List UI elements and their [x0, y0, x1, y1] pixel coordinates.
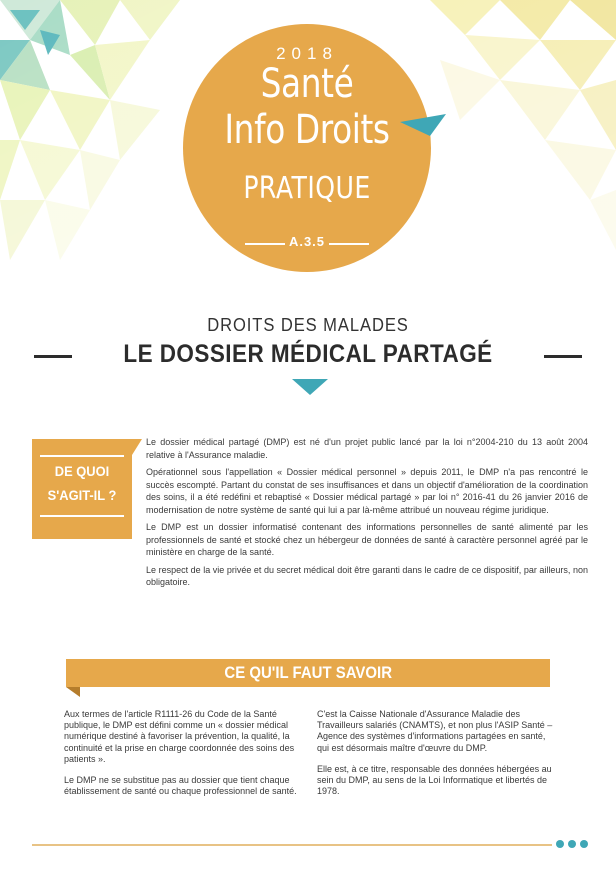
- know-paragraph: C'est la Caisse Nationale d'Assurance Maladie des Travailleurs salariés (CNAMTS), et non plus l'ASIP Santé – Agence des systèmes d'informations partagées en santé, qui est désormais maître d'œuvre du DMP.: [317, 709, 553, 753]
- know-section-heading: [66, 659, 550, 687]
- footer-dot-icon: [568, 840, 576, 848]
- intro-paragraph: Le dossier médical partagé (DMP) est né d'un projet public lancé par la loi n°2004-210 du 13 août 2004 relative à l'Assurance maladie.: [146, 437, 588, 460]
- title-arrow-icon: [292, 379, 328, 395]
- know-paragraph: Elle est, à ce titre, responsable des données hébergées au sein du DMP, au sens de la Loi Informatique et libertés de 1978.: [317, 763, 552, 797]
- label-rule-top: [40, 455, 124, 457]
- heading-flag-icon: [66, 687, 80, 697]
- label-rule-bottom: [40, 515, 124, 517]
- know-heading-text: CE QU'IL FAUT SAVOIR: [224, 663, 392, 682]
- know-paragraph: Aux termes de l'article R1111-26 du Code de la Santé publique, le DMP est défini comme un « dossier médical numérique destiné à favoriser la prévention, la qualité, la continuité et la prise en charge coordonnée des soins des patients ».: [64, 709, 295, 764]
- intro-text: [146, 436, 588, 594]
- label-corner-icon: [124, 439, 142, 455]
- page-subtitle: DROITS DES MALADES: [207, 315, 409, 335]
- badge-title-line-2: Info Droits: [224, 107, 390, 153]
- badge-title-line-3: PRATIQUE: [243, 171, 371, 206]
- footer-dot-icon: [580, 840, 588, 848]
- section-label-line-1: DE QUOI: [54, 463, 110, 479]
- section-label-line-2: S'AGIT-IL ?: [47, 487, 117, 503]
- know-right-column: [317, 709, 555, 807]
- intro-paragraph: Le respect de la vie privée et du secret médical doit être garanti dans le cadre de ce dispositif, par ailleurs, non obligatoire.: [146, 564, 588, 587]
- title-dash-right: [544, 355, 582, 358]
- badge-year: 2018: [276, 44, 338, 63]
- page-title: LE DOSSIER MÉDICAL PARTAGÉ: [123, 340, 493, 368]
- title-badge: [183, 24, 431, 272]
- badge-ref-dash-right: [329, 243, 369, 245]
- intro-paragraph: Le DMP est un dossier informatisé contenant des informations personnelles de santé alimenté par les professionnels de santé et stocké chez un hébergeur de données de santé à caractère personnel agréé par le ministère en charge de la santé.: [146, 522, 588, 557]
- footer-rule: [32, 844, 552, 846]
- footer-dot-icon: [556, 840, 564, 848]
- know-paragraph: Le DMP ne se substitue pas au dossier que tient chaque établissement de santé ou chaque professionnel de santé.: [64, 775, 297, 797]
- badge-pointer-icon: [400, 110, 446, 136]
- intro-paragraph: Opérationnel sous l'appellation « Dossier médical personnel » depuis 2011, le DMP n'a pas rencontré le succès escompté. Partant du constat de ses insuffisances et dans un objectif d'amélioration de la coordination des soins, il a été redéfini et rebaptisé « Dossier médical partagé » par loi n° 2016-41 du 26 janvier 2016 de modernisation de notre système de santé qui lui a par là-même attribué un nouveau régime juridique.: [146, 467, 588, 515]
- badge-reference: A.3.5: [288, 234, 326, 249]
- section-label-box: [32, 439, 132, 539]
- badge-title-line-1: Santé: [260, 61, 354, 107]
- know-left-column: [64, 709, 302, 807]
